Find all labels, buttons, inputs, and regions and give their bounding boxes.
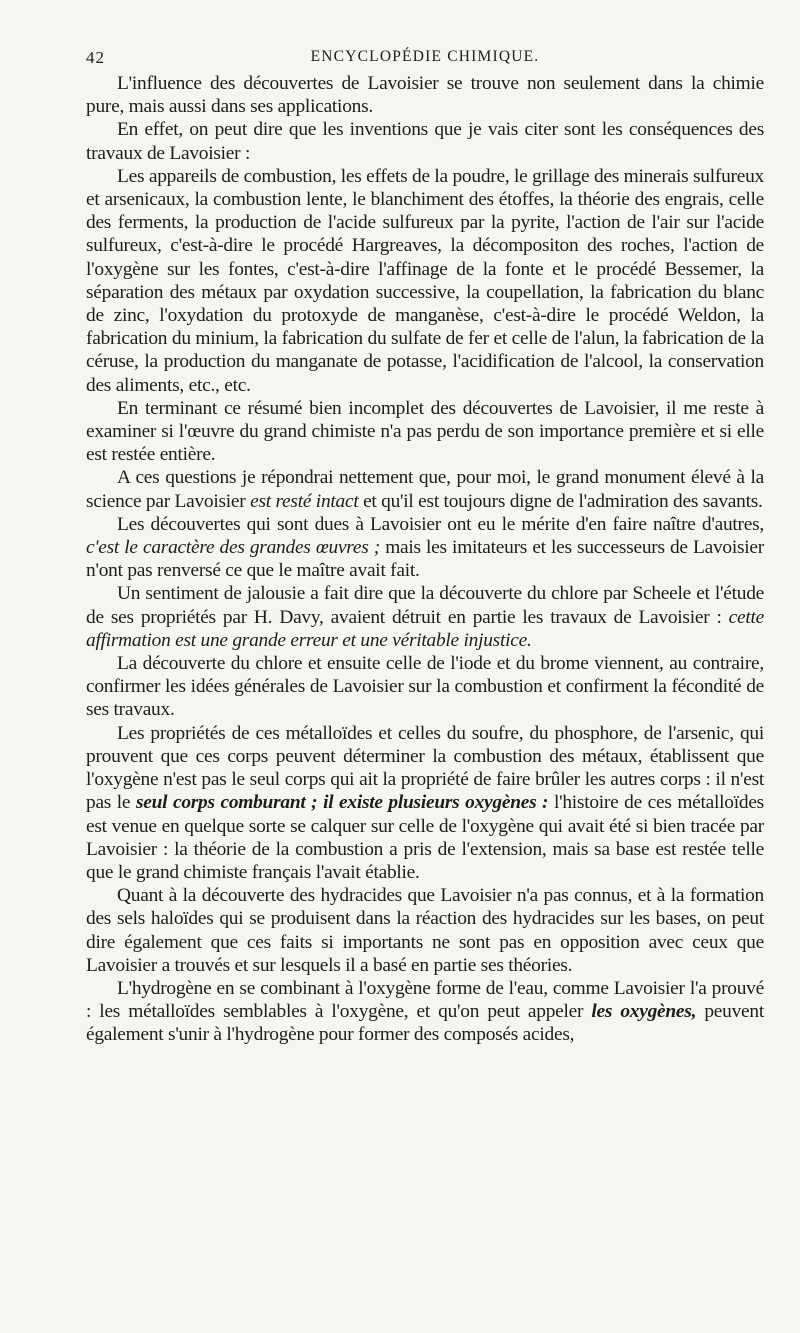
text-run: et qu'il est toujours digne de l'admiration des savants. (358, 490, 763, 512)
text-run: L'hydrogène en se combinant à l'oxygène forme de l'eau, comme Lavoisier l'a prouvé : les métalloïdes semblables à l'oxygène, et qu'on peut appeler (86, 977, 764, 1023)
running-title: ENCYCLOPÉDIE CHIMIQUE. (310, 48, 540, 65)
text-run: La découverte du chlore et ensuite celle de l'iode et du brome viennent, au contraire, confirmer les idées générales de Lavoisier sur la combustion et confirment la fécondité de ses travaux. (86, 653, 764, 721)
text-run: En terminant ce résumé bien incomplet des découvertes de Lavoisier, il me reste à examiner si l'œuvre du grand chimiste n'a pas perdu de son importance première et si elle est restée entière. (86, 397, 764, 466)
paragraph (86, 722, 764, 884)
italic-text: est resté intact (250, 490, 359, 512)
emphasis-text: les oxygènes, (591, 1001, 697, 1023)
paragraph (86, 72, 764, 118)
text-run: A ces questions je répondrai nettement que, pour moi, le grand monument élevé à la science par Lavoisier (86, 467, 764, 512)
italic-text: cette affirmation est une grande erreur et une véritable injustice. (86, 606, 764, 651)
text-run: En effet, on peut dire que les inventions que je vais citer sont les conséquences des travaux de Lavoisier : (86, 119, 764, 164)
emphasis-text: seul corps comburant ; il existe plusieurs oxygènes : (135, 792, 549, 814)
paragraph (86, 582, 764, 652)
paragraph (86, 884, 764, 977)
page-number: 42 (86, 48, 105, 67)
text-run: Quant à la découverte des hydracides que Lavoisier n'a pas connus, et à la formation des sels haloïdes qui se produisent dans la réaction des hydracides sur les bases, on peut dire également que ces faits si importants ne sont pas en opposition avec ceux que Lavoisier a trouvés et sur lesquels il a basé en partie ses théories. (86, 885, 764, 976)
paragraph (86, 977, 764, 1047)
text-run: Les découvertes qui sont dues à Lavoisier ont eu le mérite d'en faire naître d'autres, (117, 513, 764, 535)
paragraph (86, 118, 764, 164)
text-run: l'histoire de ces métalloïdes est venue en quelque sorte se calquer sur celle de l'oxygène qui avait été si bien tracée par Lavoisier : la théorie de la combustion a pris de l'extension, mais sa base est restée telle que le grand chimiste français l'avait établie. (86, 792, 764, 883)
paragraph (86, 466, 764, 512)
text-run: Les appareils de combustion, les effets de la poudre, le grillage des minerais sulfureux et arsenicaux, la combustion lente, le blanchiment des étoffes, la théorie des engrais, celle des ferments, la production de l'acide sulfureux par la pyrite, l'action de l'air sur l'acide sulfureux, c'est-à-dire le procédé Hargreaves, la décompositon des roches, l'action de l'oxygène sur les fontes, c'est-à-dire l'affinage de la fonte et le procédé Bessemer, la séparation des métaux par oxydation successive, la coupellation, la fabrication du blanc de zinc, l'oxydation du protoxyde de manganèse, c'est-à-dire le procédé Weldon, la fabrication du minium, la fabrication du sulfate de fer et celle de l'alun, la fabrication de la céruse, la production du manganate de potasse, l'acidification de l'alcool, la conservation des aliments, etc., etc. (86, 165, 764, 396)
paragraph (86, 652, 764, 722)
paragraph (86, 513, 764, 583)
text-run: mais les imitateurs et les successeurs de Lavoisier n'ont pas renversé ce que le maître avait fait. (86, 537, 764, 582)
paragraph (86, 397, 764, 467)
running-header (86, 42, 764, 72)
text-run: peuvent également s'unir à l'hydrogène pour former des composés acides, (86, 1001, 764, 1046)
body-text (86, 72, 764, 1047)
text-run: Les propriétés de ces métalloïdes et celles du soufre, du phosphore, de l'arsenic, qui prouvent que ces corps peuvent déterminer la combustion des métaux, établissent que l'oxygène n'est pas le seul corps qui ait la propriété de faire brûler les autres corps : il n'est pas le (86, 722, 764, 814)
italic-text: c'est le caractère des grandes œuvres ; (86, 537, 380, 559)
paragraph (86, 165, 764, 397)
text-run: L'influence des découvertes de Lavoisier se trouve non seulement dans la chimie pure, mais aussi dans ses applications. (86, 73, 764, 118)
text-run: Un sentiment de jalousie a fait dire que la découverte du chlore par Scheele et l'étude de ses propriétés par H. Davy, avaient détruit en partie les travaux de Lavoisier : (86, 583, 764, 628)
